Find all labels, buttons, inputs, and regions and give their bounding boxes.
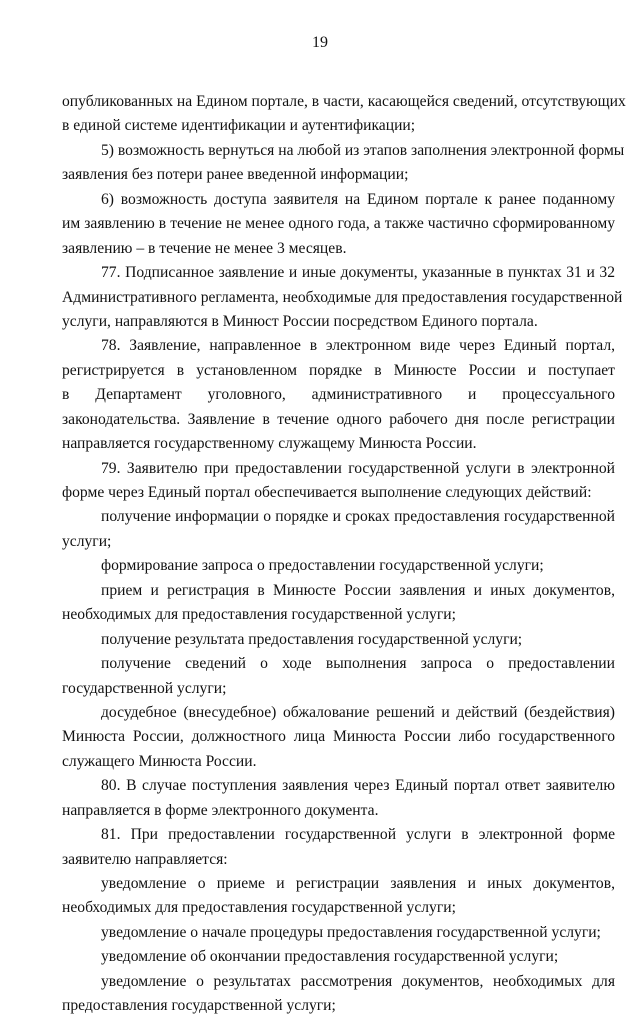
text-line: опубликованных на Едином портале, в части, касающейся сведений, отсутствующих [62, 93, 626, 110]
text-line: услуги, направляются в Минюст России посредством Единого портала. [62, 312, 538, 330]
text-line: уведомление о результатах рассмотрения документов, необходимых для [101, 972, 615, 990]
paragraph [62, 652, 615, 701]
text-line: 78. Заявление, направленное в электронном виде через Единый портал, [101, 337, 615, 355]
paragraph [62, 823, 615, 872]
text-line: государственной услуги; [62, 679, 227, 697]
text-line: направляется государственному служащему Минюста России. [62, 435, 477, 453]
text-line: Административного регламента, необходимые для предоставления государственной [62, 288, 623, 306]
text-line: уведомление о начале процедуры предоставления государственной услуги; [101, 923, 601, 941]
paragraph [62, 970, 615, 1019]
paragraph [62, 579, 615, 628]
text-line: прием и регистрация в Минюсте России заявления и иных документов, [101, 581, 615, 599]
text-line: в Департамент уголовного, административного и процессуального [62, 386, 615, 404]
paragraph [62, 774, 615, 823]
paragraph [62, 945, 615, 969]
text-line: 81. При предоставлении государственной услуги в электронной форме [101, 826, 615, 844]
text-line: им заявлению в течение не менее одного года, а также частично сформированному [62, 215, 615, 233]
paragraph [62, 701, 615, 774]
paragraph [62, 505, 615, 554]
text-line: заявлению – в течение не менее 3 месяцев. [62, 239, 347, 257]
paragraph [62, 139, 625, 188]
text-line: 77. Подписанное заявление и иные документы, указанные в пунктах 31 и 32 [101, 264, 615, 282]
paragraph [62, 90, 626, 139]
document-body [62, 90, 626, 1019]
page-number: 19 [312, 34, 328, 51]
text-line: законодательства. Заявление в течение одного рабочего дня после регистрации [62, 410, 615, 428]
paragraph [62, 457, 615, 506]
text-line: Минюста России, должностного лица Минюста России либо государственного [62, 728, 615, 746]
text-line: заявления без потери ранее введенной информации; [62, 166, 409, 184]
text-line: получение сведений о ходе выполнения запроса о предоставлении [101, 655, 615, 673]
paragraph [62, 261, 623, 334]
paragraph [62, 188, 615, 261]
text-line: направляется в форме электронного документа. [62, 801, 379, 819]
text-line: форме через Единый портал обеспечивается выполнение следующих действий: [62, 484, 592, 501]
text-line: получение результата предоставления государственной услуги; [101, 630, 523, 648]
text-line: заявителю направляется: [62, 850, 228, 868]
text-line: получение информации о порядке и сроках предоставления государственной [101, 508, 615, 526]
paragraph [62, 628, 615, 652]
text-line: предоставления государственной услуги; [62, 997, 336, 1015]
text-line: уведомление о приеме и регистрации заявления и иных документов, [101, 875, 615, 892]
text-line: услуги; [62, 532, 112, 550]
paragraph [62, 872, 615, 921]
text-line: служащего Минюста России. [62, 752, 257, 770]
text-line: 80. В случае поступления заявления через Единый портал ответ заявителю [101, 777, 615, 795]
text-line: досудебное (внесудебное) обжалование решений и действий (бездействия) [101, 703, 615, 721]
paragraph [62, 554, 615, 578]
text-line: формирование запроса о предоставлении государственной услуги; [101, 557, 544, 575]
paragraph [62, 921, 615, 945]
text-line: необходимых для предоставления государственной услуги; [62, 606, 456, 624]
paragraph [62, 334, 615, 456]
text-line: 5) возможность вернуться на любой из этапов заполнения электронной формы [101, 141, 625, 159]
text-line: уведомление об окончании предоставления государственной услуги; [101, 948, 559, 966]
text-line: регистрируется в установленном порядке в Минюсте России и поступает [62, 361, 615, 379]
text-line: в единой системе идентификации и аутентификации; [62, 117, 416, 135]
text-line: 6) возможность доступа заявителя на Едином портале к ранее поданному [101, 190, 615, 208]
text-line: необходимых для предоставления государственной услуги; [62, 899, 456, 917]
text-line: 79. Заявителю при предоставлении государственной услуги в электронной [101, 459, 615, 477]
